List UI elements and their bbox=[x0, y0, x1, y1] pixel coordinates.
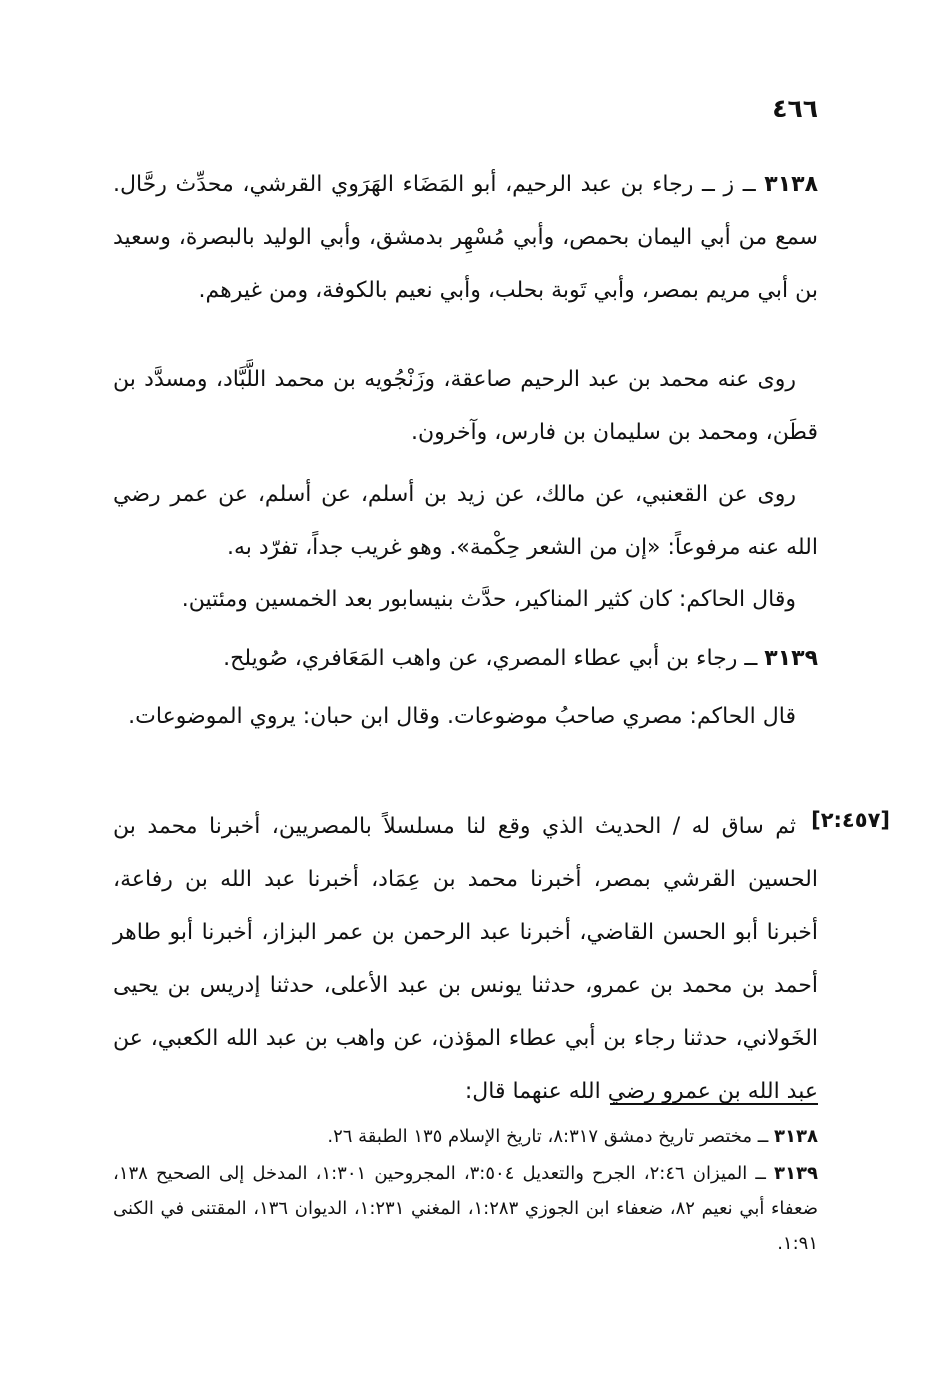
entry-text: ــ ز ــ رجاء بن عبد الرحيم، أبو المَضَاء الهَرَوي القرشي، محدِّث رحَّال. سمع من أبي اليمان بحمص، وأبي مُسْهِر بدمشق، وأبي الوليد بالبصرة، وسعيد بن أبي مريم بمصر، وأبي تَوبة بحلب، وأبي نعيم بالكوفة، ومن غيرهم. bbox=[113, 172, 818, 303]
footnote-divider bbox=[610, 1103, 818, 1105]
paragraph-hakim: وقال الحاكم: كان كثير المناكير، حدَّث بنيسابور بعد الخمسين ومئتين. bbox=[181, 587, 796, 612]
paragraph-narrators: روى عنه محمد بن عبد الرحيم صاعقة، وزَنْجُويه بن محمد اللَّبَّاد، ومسدَّد بن قطَن، ومحمد بن سليمان بن فارس، وآخرون. bbox=[113, 367, 818, 445]
entry-3138 bbox=[113, 158, 818, 317]
footnote-3138 bbox=[113, 1119, 818, 1154]
footnote-text: ــ الميزان ٢:٤٦، الجرح والتعديل ٣:٥٠٤، المجروحين ١:٣٠١، المدخل إلى الصحيح ١٣٨، ضعفاء أبي نعيم ٨٢، ضعفاء ابن الجوزي ١:٢٨٣، المغني ١:٢٣١، الديوان ١٣٦، المقتنى في الكنى ١:٩١. bbox=[113, 1163, 818, 1254]
entry-3139 bbox=[113, 632, 818, 685]
paragraph-hakim-hibban: قال الحاكم: مصري صاحبُ موضوعات. وقال ابن حبان: يروي الموضوعات. bbox=[128, 704, 796, 729]
paragraph-hadith: روى عن القعنبي، عن مالك، عن زيد بن أسلم، عن أسلم، عن عمر رضي الله عنه مرفوعاً: «إن من الشعر حِكْمة». وهو غريب جداً، تفرّد به. bbox=[113, 482, 818, 560]
marginal-reference: [٢:٤٥٧] bbox=[811, 808, 890, 832]
footnote-number: ٣١٣٩ bbox=[774, 1163, 818, 1184]
entry-text: ــ رجاء بن أبي عطاء المصري، عن واهب المَعَافري، صُويلح. bbox=[223, 646, 765, 671]
page-number: ٤٦٦ bbox=[772, 94, 818, 123]
paragraph-isnad: ثم ساق له / الحديث الذي وقع لنا مسلسلاً بالمصريين، أخبرنا محمد بن الحسين القرشي بمصر، أخبرنا محمد بن عِمَاد، أخبرنا عبد الله بن رفاعة، أخبرنا أبو الحسن القاضي، أخبرنا عبد الرحمن بن عمر البزاز، أخبرنا أبو طاهر أحمد بن محمد بن عمرو، حدثنا يونس بن عبد الأعلى، حدثنا إدريس بن يحيى الخَولاني، حدثنا رجاء بن أبي عطاء المؤذن، عن واهب بن عبد الله الكعبي، عن عبد الله بن عمرو رضي الله عنهما قال: bbox=[113, 814, 818, 1104]
footnote-number: ٣١٣٨ bbox=[774, 1126, 818, 1147]
footnote-text: ــ مختصر تاريخ دمشق ٨:٣١٧، تاريخ الإسلام ١٣٥ الطبقة ٢٦. bbox=[327, 1126, 775, 1147]
entry-number: ٣١٣٨ bbox=[764, 172, 818, 197]
entry-number: ٣١٣٩ bbox=[764, 646, 818, 671]
footnote-3139 bbox=[113, 1156, 818, 1261]
